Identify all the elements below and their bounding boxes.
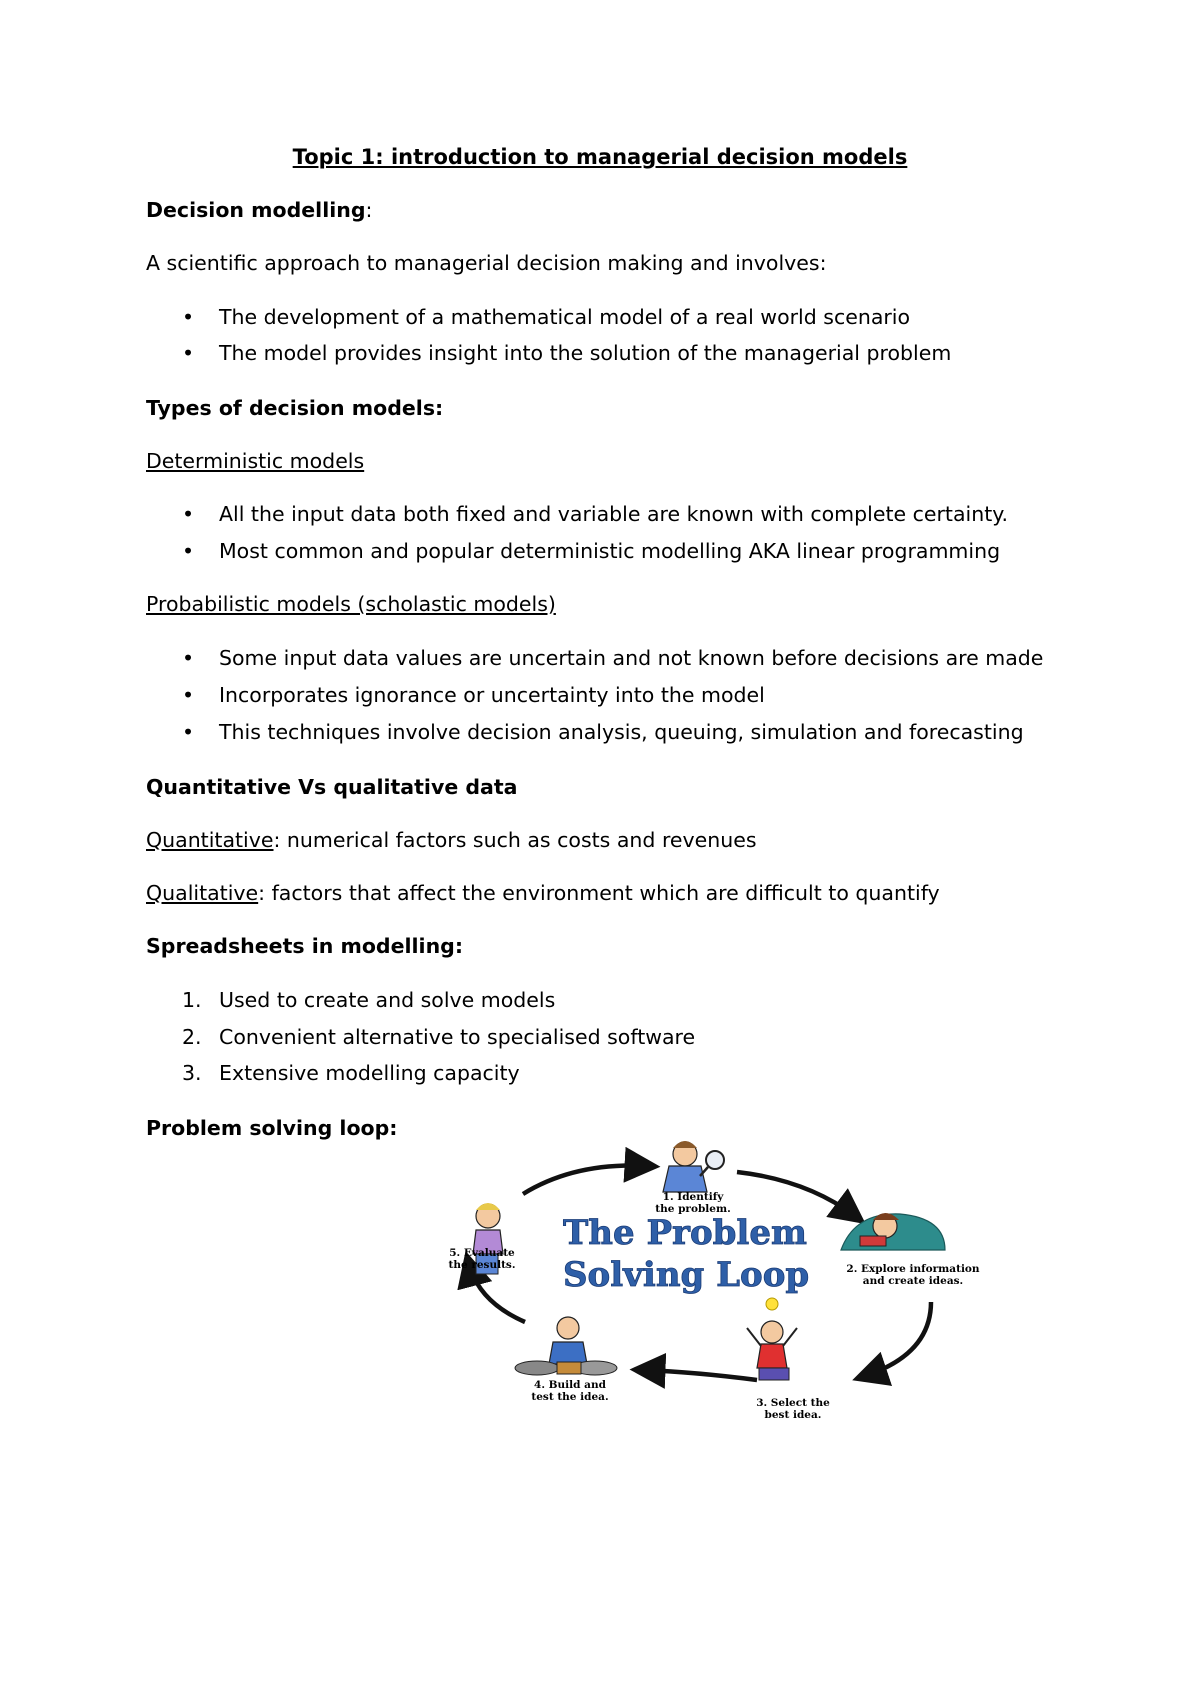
item-text: Used to create and solve models — [219, 988, 556, 1012]
list-item-text: The model provides insight into the solution of the managerial problem — [219, 341, 952, 365]
loop-diagram-svg — [445, 1132, 1005, 1452]
step-3-label: 3. Select the — [756, 1397, 830, 1409]
page-title: Topic 1: introduction to managerial decision models — [292, 145, 908, 169]
list-item-text: All the input data both fixed and variable are known with complete certainty. — [219, 502, 1008, 526]
step-5-label-line2: the results. — [448, 1259, 516, 1271]
decision-modelling-heading: Decision modelling — [146, 198, 366, 222]
loop-heading: Problem solving loop: — [146, 1116, 398, 1140]
loop-arrow — [865, 1302, 931, 1376]
bullet-glyph: • — [182, 683, 195, 707]
bullet-glyph: • — [182, 539, 195, 563]
heading-colon: : — [365, 198, 373, 222]
decision-modelling-heading-line — [146, 198, 372, 223]
diagram-title-line1: The Problem — [563, 1213, 807, 1253]
probabilistic-heading: Probabilistic models (scholastic models) — [146, 592, 556, 616]
spreadsheets-heading: Spreadsheets in modelling: — [146, 934, 464, 958]
step-1-label: 1. Identify — [662, 1191, 724, 1203]
list-item-text: Incorporates ignorance or uncertainty into the model — [219, 683, 765, 707]
bullet-glyph: • — [182, 341, 195, 365]
item-text: Convenient alternative to specialised software — [219, 1025, 696, 1049]
select-figure-icon — [747, 1298, 797, 1380]
bullet-glyph: • — [182, 305, 195, 329]
build-figure-icon — [515, 1317, 617, 1375]
problem-solving-loop-diagram — [445, 1132, 1005, 1452]
step-4-label-line2: test the idea. — [531, 1391, 609, 1403]
quantitative-term: Quantitative — [146, 828, 274, 852]
loop-arrow — [643, 1370, 757, 1380]
quantitative-definition: : numerical factors such as costs and revenues — [273, 828, 757, 852]
list-item-text: Some input data values are uncertain and not known before decisions are made — [219, 646, 1044, 670]
list-item-text: Most common and popular deterministic modelling AKA linear programming — [219, 539, 1001, 563]
item-number: 3. — [182, 1061, 202, 1085]
step-3-label-line2: best idea. — [764, 1409, 822, 1421]
step-5-label: 5. Evaluate — [449, 1247, 515, 1259]
identify-figure-icon — [663, 1141, 724, 1192]
list-item-text: This techniques involve decision analysis, queuing, simulation and forecasting — [219, 720, 1024, 744]
item-text: Extensive modelling capacity — [219, 1061, 520, 1085]
qualitative-term: Qualitative — [146, 881, 259, 905]
explore-figure-icon — [841, 1213, 945, 1250]
bullet-glyph: • — [182, 720, 195, 744]
qualitative-definition: : factors that affect the environment which are difficult to quantify — [258, 881, 940, 905]
step-2-label-line2: and create ideas. — [862, 1275, 964, 1287]
deterministic-heading: Deterministic models — [146, 449, 365, 473]
diagram-title-line2: Solving Loop — [563, 1255, 810, 1295]
quant-qual-heading: Quantitative Vs qualitative data — [146, 775, 518, 799]
step-1-label-line2: the problem. — [655, 1203, 731, 1215]
item-number: 2. — [182, 1025, 202, 1049]
bullet-glyph: • — [182, 502, 195, 526]
list-item-text: The development of a mathematical model of a real world scenario — [219, 305, 911, 329]
step-2-label: 2. Explore information — [846, 1263, 980, 1275]
loop-arrow — [737, 1172, 855, 1216]
loop-arrow — [523, 1166, 647, 1194]
item-number: 1. — [182, 988, 202, 1012]
types-heading: Types of decision models: — [146, 396, 444, 420]
qualitative-line — [146, 881, 940, 906]
step-4-label: 4. Build and — [534, 1379, 606, 1391]
bullet-glyph: • — [182, 646, 195, 670]
decision-modelling-intro: A scientific approach to managerial decision making and involves: — [146, 251, 827, 275]
quantitative-line — [146, 828, 757, 853]
